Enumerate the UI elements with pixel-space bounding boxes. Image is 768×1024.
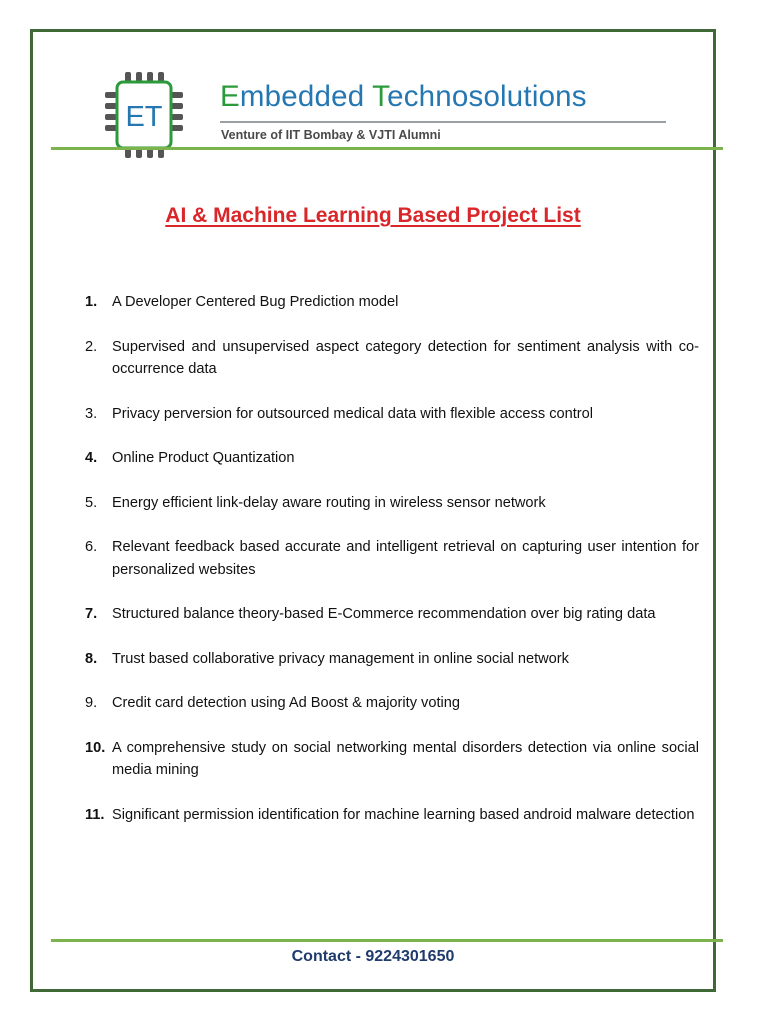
project-text: A Developer Centered Bug Prediction model — [112, 294, 399, 310]
company-initial-e: E — [220, 80, 240, 113]
project-text: Privacy perversion for outsourced medical data with flexible access control — [112, 405, 594, 422]
project-item — [85, 603, 699, 626]
chip-logo-icon — [105, 72, 189, 158]
company-initial-t: T — [372, 80, 388, 113]
project-text: Relevant feedback based accurate and intelligent retrieval on capturing user intention for personalized websites — [112, 539, 699, 578]
company-name-part-1: mbedded — [239, 80, 373, 113]
project-item — [85, 737, 699, 782]
tagline: Venture of IIT Bombay & VJTI Alumni — [221, 128, 441, 142]
project-item — [85, 447, 699, 470]
project-list — [85, 291, 699, 826]
project-item — [85, 648, 699, 671]
company-name-part-2: echnosolutions — [387, 80, 587, 113]
project-number: 11. — [85, 806, 105, 823]
project-number: 6. — [85, 539, 98, 555]
document-page — [30, 29, 716, 992]
bottom-divider — [51, 939, 723, 942]
project-number: 8. — [85, 650, 98, 667]
project-number: 7. — [85, 606, 98, 622]
project-number: 3. — [85, 405, 98, 422]
project-item — [85, 692, 699, 715]
project-number: 10. — [85, 739, 106, 756]
project-text: Energy efficient link-delay aware routing in wireless sensor network — [112, 494, 546, 511]
project-text: Online Product Quantization — [112, 450, 295, 466]
contact-info: Contact - 9224301650 — [291, 948, 455, 965]
project-item — [85, 336, 699, 381]
letterhead — [103, 48, 683, 158]
project-text: Significant permission identification for machine learning based android malware detection — [112, 806, 695, 823]
project-number: 4. — [85, 450, 98, 466]
project-text: Credit card detection using Ad Boost & majority voting — [112, 695, 460, 711]
project-item — [85, 804, 699, 827]
project-item — [85, 291, 699, 314]
project-number: 9. — [85, 695, 98, 711]
project-text: Trust based collaborative privacy management in online social network — [112, 650, 569, 667]
project-item — [85, 403, 699, 426]
header-rule — [220, 121, 666, 123]
page-title: AI & Machine Learning Based Project List — [165, 204, 581, 227]
project-item — [85, 536, 699, 581]
project-number: 5. — [85, 494, 98, 511]
company-name — [220, 82, 587, 112]
project-number: 1. — [85, 294, 98, 310]
project-text: Structured balance theory-based E-Commerce recommendation over big rating data — [112, 606, 656, 622]
project-text: A comprehensive study on social networking mental disorders detection via online social media mining — [112, 739, 699, 778]
project-number: 2. — [85, 338, 98, 355]
project-text: Supervised and unsupervised aspect category detection for sentiment analysis with co-occurrence data — [112, 338, 699, 377]
top-divider — [51, 147, 723, 150]
project-item — [85, 492, 699, 515]
svg-text:ET: ET — [125, 101, 163, 133]
